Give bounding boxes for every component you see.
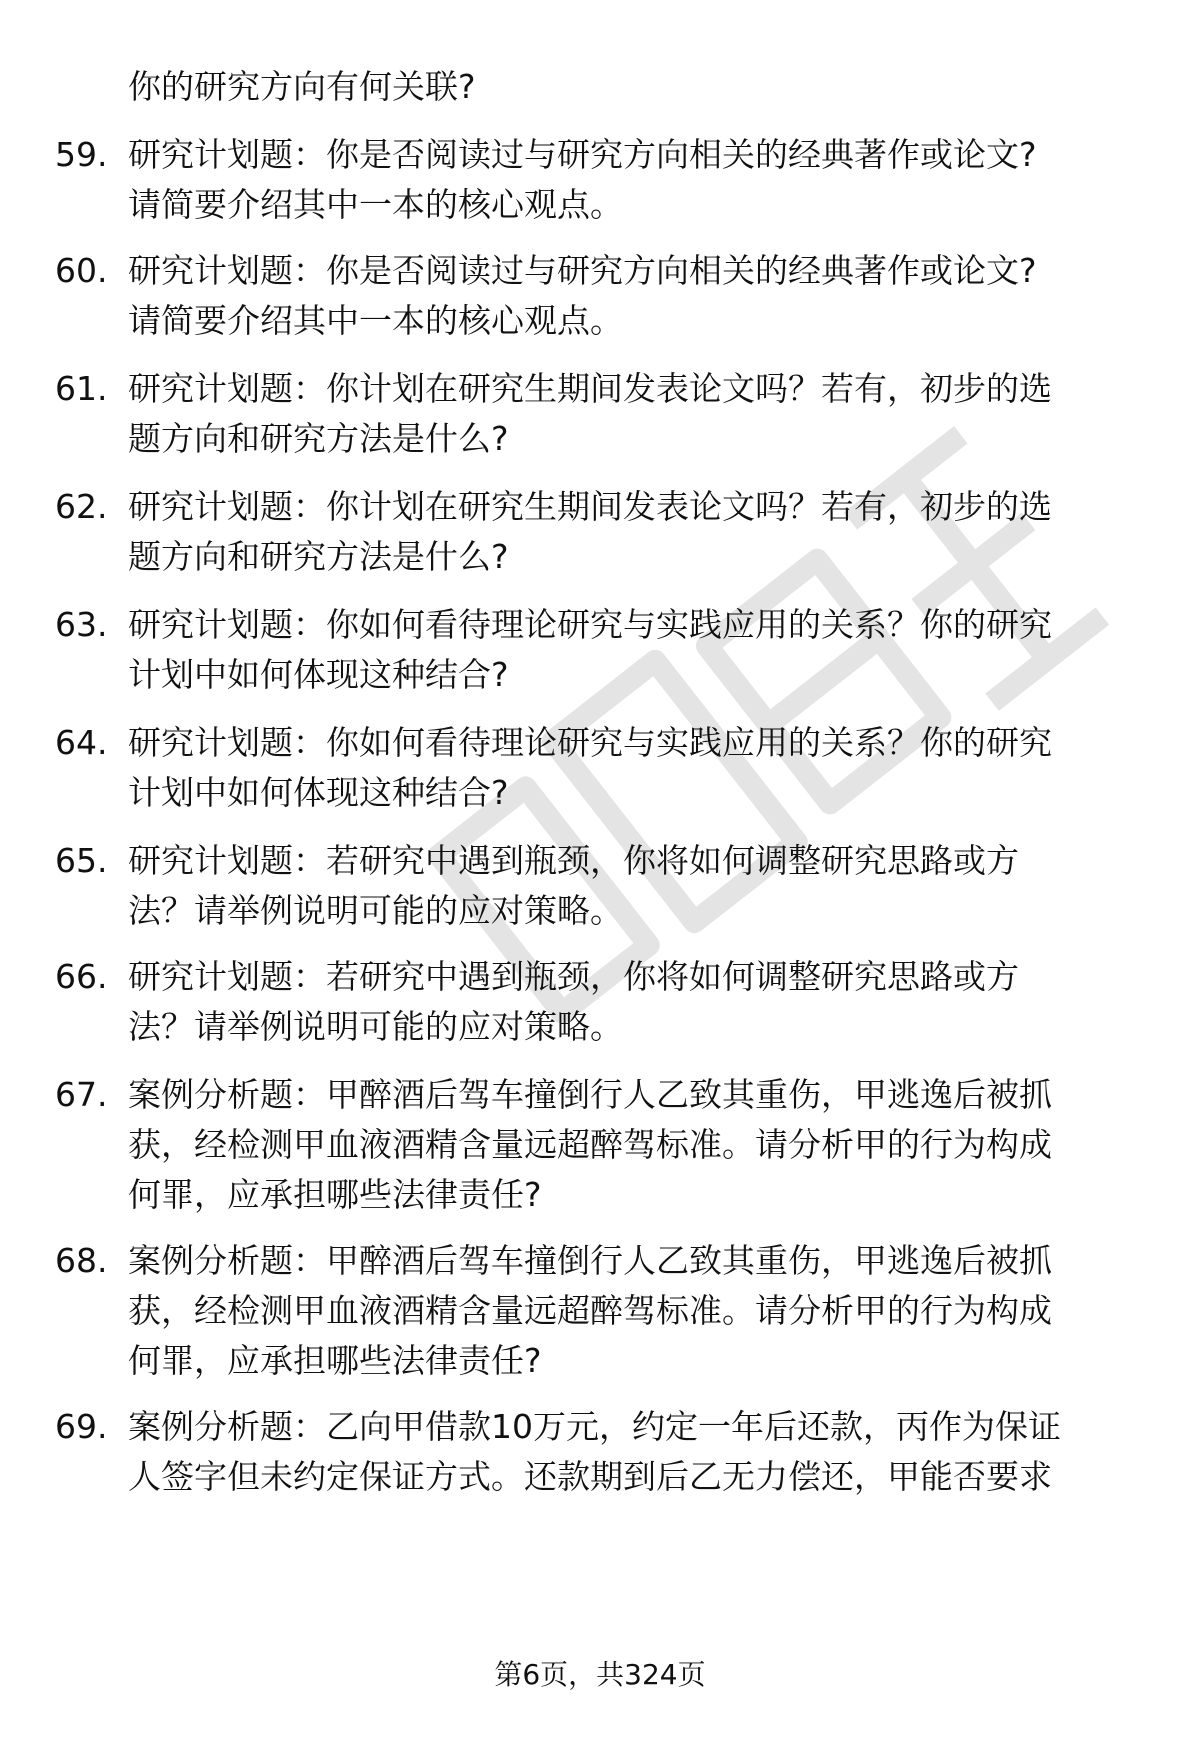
item-text [128,718,1158,818]
item-text [128,1236,1158,1386]
item-line: 研究计划题：你是否阅读过与研究方向相关的经典著作或论文? [128,135,1037,174]
item-line: 研究计划题：你如何看待理论研究与实践应用的关系？你的研究 [128,723,1052,762]
item-number: 59. [55,135,108,174]
item-line: 何罪，应承担哪些法律责任? [128,1341,542,1380]
item-line: 获，经检测甲血液酒精含量远超醉驾标准。请分析甲的行为构成 [128,1125,1052,1164]
page-footer: 第6页，共324页 [494,1658,706,1691]
item-line: 研究计划题：若研究中遇到瓶颈，你将如何调整研究思路或方 [128,957,1019,996]
item-text [128,952,1158,1052]
item-line: 案例分析题：甲醉酒后驾车撞倒行人乙致其重伤，甲逃逸后被抓 [128,1075,1052,1114]
item-line: 计划中如何体现这种结合? [128,773,509,812]
item-line: 题方向和研究方法是什么? [128,419,509,458]
item-text [128,130,1158,230]
item-line: 计划中如何体现这种结合? [128,655,509,694]
item-line: 人签字但未约定保证方式。还款期到后乙无力偿还，甲能否要求 [128,1457,1052,1496]
item-text [128,482,1158,582]
item-line: 案例分析题：乙向甲借款10万元，约定一年后还款，丙作为保证 [128,1407,1061,1446]
item-line: 获，经检测甲血液酒精含量远超醉驾标准。请分析甲的行为构成 [128,1291,1052,1330]
item-line: 何罪，应承担哪些法律责任? [128,1175,542,1214]
item-text [128,836,1158,936]
item-line: 请简要介绍其中一本的核心观点。 [128,301,623,340]
item-number: 67. [55,1075,108,1114]
item-number: 64. [55,723,108,762]
item-line: 法？请举例说明可能的应对策略。 [128,1007,623,1046]
item-text [128,364,1158,464]
item-line: 研究计划题：你是否阅读过与研究方向相关的经典著作或论文? [128,251,1037,290]
item-line: 研究计划题：你计划在研究生期间发表论文吗？若有，初步的选 [128,369,1052,408]
item-text [128,1070,1158,1220]
item-text [128,600,1158,700]
item-line: 研究计划题：若研究中遇到瓶颈，你将如何调整研究思路或方 [128,841,1019,880]
item-text [128,246,1158,346]
item-number: 62. [55,487,108,526]
item-number: 60. [55,251,108,290]
item-number: 69. [55,1407,108,1446]
item-number: 66. [55,957,108,996]
item-line: 研究计划题：你计划在研究生期间发表论文吗？若有，初步的选 [128,487,1052,526]
item-line: 请简要介绍其中一本的核心观点。 [128,185,623,224]
item-number: 63. [55,605,108,644]
item-line: 法？请举例说明可能的应对策略。 [128,891,623,930]
continued-line: 你的研究方向有何关联? [128,67,476,106]
item-line: 研究计划题：你如何看待理论研究与实践应用的关系？你的研究 [128,605,1052,644]
item-line: 题方向和研究方法是什么? [128,537,509,576]
item-number: 68. [55,1241,108,1280]
item-text [128,1402,1158,1502]
item-number: 65. [55,841,108,880]
item-line: 案例分析题：甲醉酒后驾车撞倒行人乙致其重伤，甲逃逸后被抓 [128,1241,1052,1280]
item-number: 61. [55,369,108,408]
